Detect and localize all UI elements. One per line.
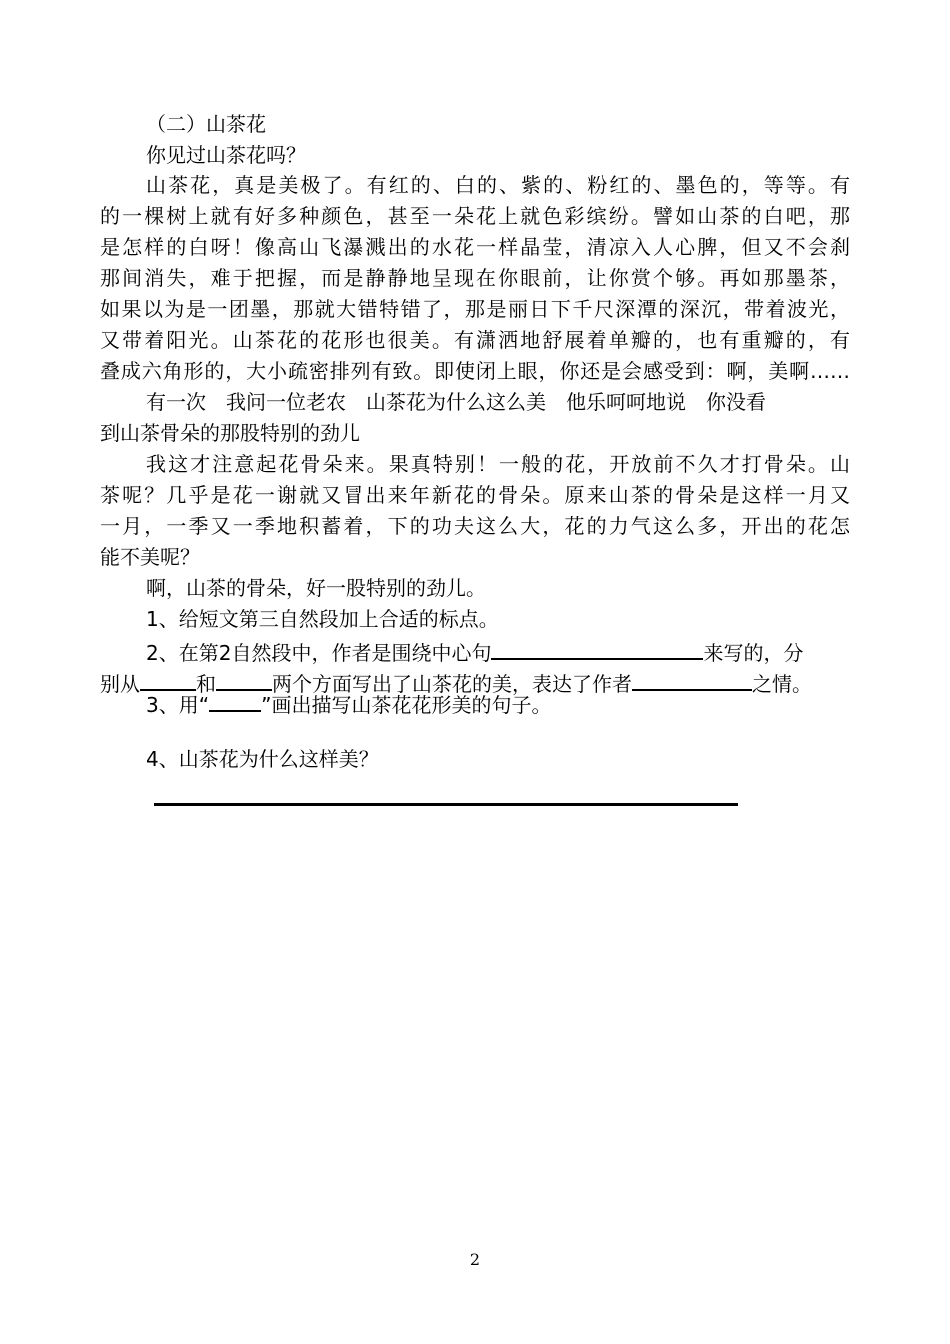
paragraph-5: 啊，山茶的骨朵，好一股特别的劲儿。 — [146, 576, 486, 600]
question-2-text: 和 — [196, 672, 216, 696]
paragraph-1: 你见过山茶花吗？ — [146, 143, 306, 167]
question-3 — [146, 688, 551, 719]
question-3-text: ”画出描写山茶花花形美的句子。 — [261, 693, 552, 717]
paragraph-4-line: 我这才注意起花骨朵来。果真特别！一般的花，开放前不久才打骨朵。山 — [146, 452, 850, 476]
paragraph-4-line: 一月，一季又一季地积蓄着，下的功夫这么大，花的力气这么多，开出的花怎 — [100, 514, 850, 538]
underline-sample — [209, 688, 261, 712]
paragraph-2-line: 又带着阳光。山茶花的花形也很美。有潇洒地舒展着单瓣的，也有重瓣的，有 — [100, 328, 850, 352]
page-number: 2 — [469, 1250, 481, 1269]
feeling-blank[interactable] — [632, 667, 752, 691]
paragraph-2-line: 叠成六角形的，大小疏密排列有致。即使闭上眼，你还是会感受到：啊，美啊…… — [100, 359, 850, 383]
paragraph-2-line: 是怎样的白呀！像高山飞瀑溅出的水花一样晶莹，清凉入人心脾，但又不会刹 — [100, 235, 850, 259]
question-2-line-1 — [146, 636, 803, 667]
central-sentence-blank[interactable] — [491, 636, 703, 660]
paragraph-2-line: 那间消失，难于把握，而是静静地呈现在你眼前，让你赏个够。再如那墨茶， — [100, 266, 850, 290]
question-1: 1、给短文第三自然段加上合适的标点。 — [146, 607, 499, 631]
paragraph-4-line: 茶呢？几乎是花一谢就又冒出来年新花的骨朵。原来山茶的骨朵是这样一月又 — [100, 483, 850, 507]
paragraph-3-line: 到山茶骨朵的那股特别的劲儿 — [100, 421, 360, 445]
paragraph-4-line: 能不美呢？ — [100, 545, 200, 569]
paragraph-2-line: 如果以为是一团墨，那就大错特错了，那是丽日下千尺深潭的深沉，带着波光， — [100, 297, 850, 321]
answer-line[interactable] — [154, 803, 738, 806]
question-2-text: 来写的，分 — [703, 641, 804, 665]
section-title: （二）山茶花 — [146, 112, 266, 136]
paragraph-3-line: 有一次 我问一位老农 山茶花为什么这么美 他乐呵呵地说 你没看 — [146, 390, 766, 414]
question-2-text: 别从 — [100, 672, 140, 696]
question-2-text: 2、在第2自然段中，作者是围绕中心句 — [146, 641, 492, 665]
question-2-text: 两个方面写出了山茶花的美，表达了作者 — [272, 672, 632, 696]
question-2-text: 之情。 — [752, 672, 812, 696]
paragraph-2-line: 山茶花，真是美极了。有红的、白的、紫的、粉红的、墨色的，等等。有 — [146, 173, 850, 197]
question-3-text: 3、用“ — [146, 693, 210, 717]
paragraph-2-line: 的一棵树上就有好多种颜色，甚至一朵花上就色彩缤纷。譬如山茶的白吧，那 — [100, 204, 850, 228]
question-4: 4、山茶花为什么这样美？ — [146, 747, 379, 771]
